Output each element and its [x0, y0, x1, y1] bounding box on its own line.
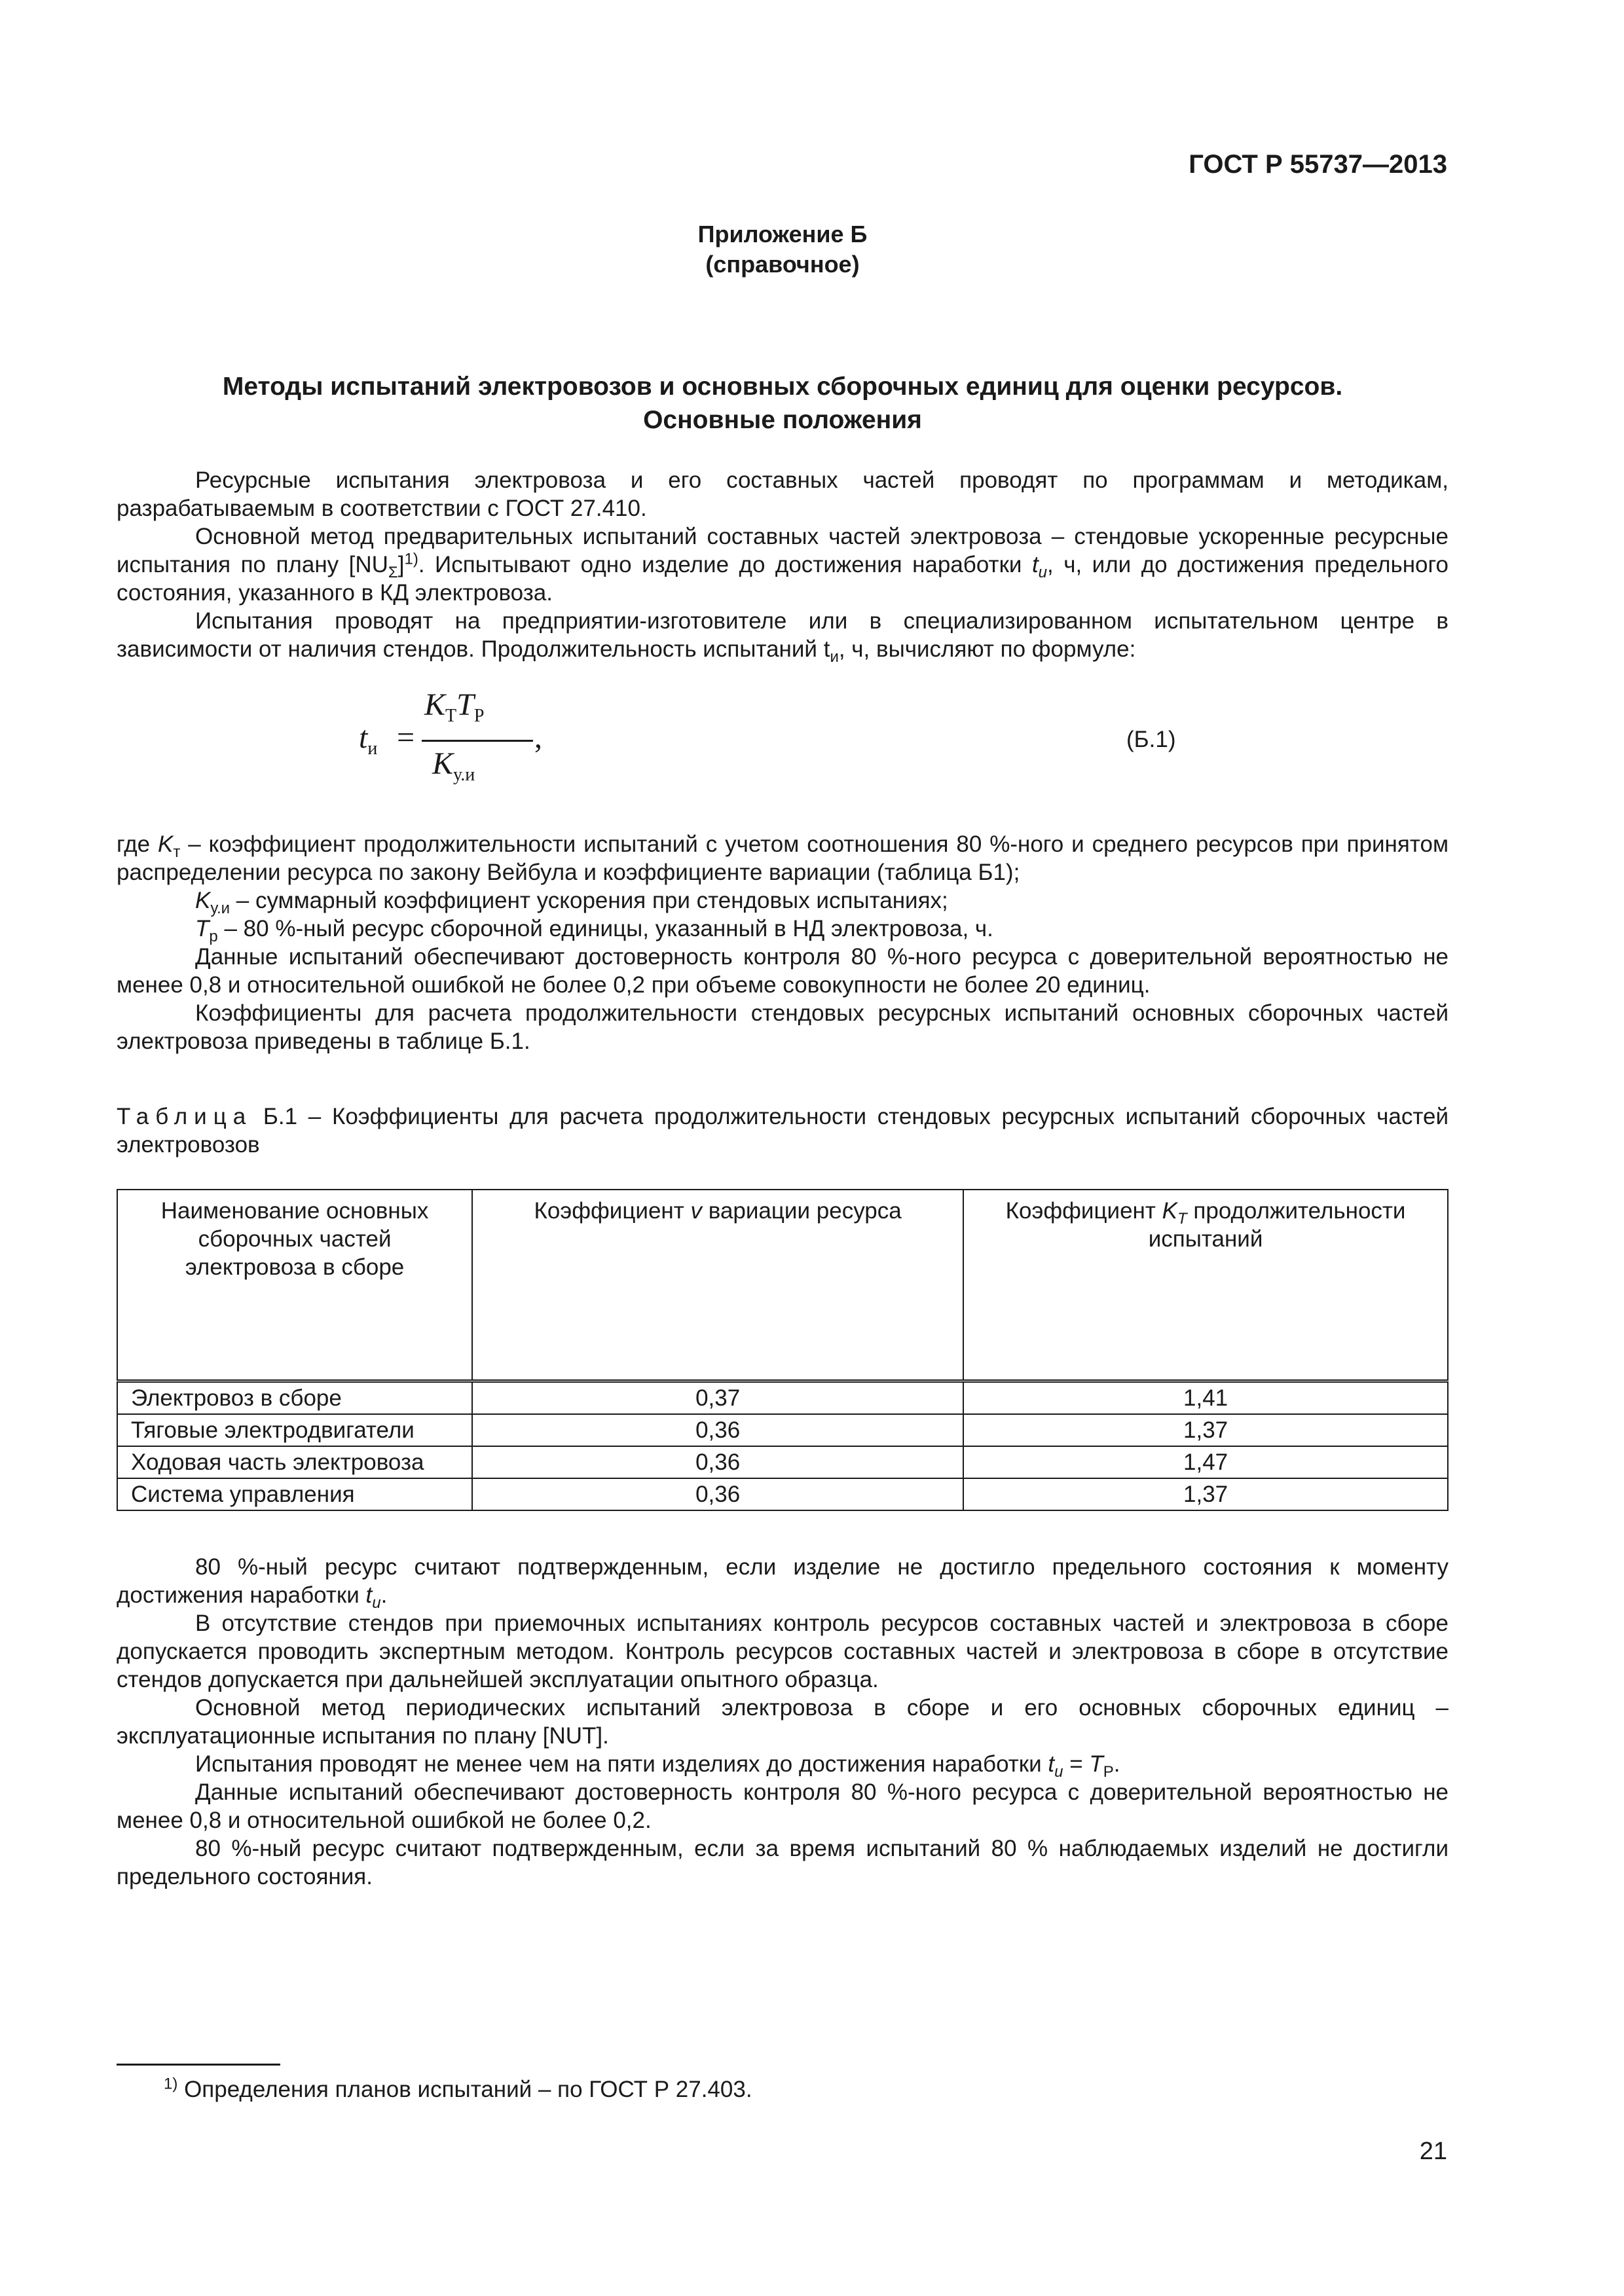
fraction-bar — [422, 740, 533, 742]
where-item-kt: где $K_т$ – коэффициент продолжительности испытаний с учетом соотношения 80 %-ного и среднего ресурсов при принятом распределении ресурса по закону Вейбула и коэффициенте вариации (таблица Б1); — [117, 831, 1449, 885]
table-cell-name: Ходовая часть электровоза — [117, 1446, 472, 1478]
formula-lhs: $t_и$ — [359, 720, 378, 759]
paragraph-9: Испытания проводят не менее чем на пяти изделиях до достижения наработки $t_и = T_P$. — [195, 1751, 1120, 1781]
page-number: 21 — [1419, 2138, 1447, 2165]
paragraph-5: Коэффициенты для расчета продолжительности стендовых ресурсных испытаний основных сборочных частей электровоза приведены в таблице Б.1. — [117, 1000, 1449, 1054]
table-header-duration: Коэффициент $K_T$ продолжительности испытаний — [963, 1190, 1448, 1381]
paragraph-3: Испытания проводят на предприятии-изготовителе или в специализированном испытательном центре в зависимости от наличия стендов. Продолжительность испытаний $t_и$, ч, вычисляют по формуле: — [117, 608, 1449, 666]
table-cell-k: 1,47 — [963, 1446, 1448, 1478]
paragraph-2: Основной метод предварительных испытаний составных частей электровоза – стендовые ускоренные ресурсные испытания по плану $[NU_\Sigma]^{1)}$. Испытывают одно изделие до достижения наработки $t_и$, ч, или до достижения предельного состояния, указанного в КД электровоза. — [117, 524, 1449, 606]
formula-b1: $t_и$ = $K_ТT_Р$ $K_{у.и}$ , — [359, 691, 549, 789]
paragraph-11: 80 %-ный ресурс считают подтвержденным, если за время испытаний 80 % наблюдаемых изделий не достигли предельного состояния. — [117, 1836, 1449, 1889]
table-cell-v: 0,36 — [472, 1478, 963, 1510]
table-cell-name: Электровоз в сборе — [117, 1381, 472, 1415]
section-title — [117, 370, 1449, 437]
formula-numerator: $K_ТT_Р$ — [424, 687, 485, 726]
footnote: $^{1)}$ Определения планов испытаний – по ГОСТ Р 27.403. — [164, 2075, 752, 2102]
table-cell-k: 1,41 — [963, 1381, 1448, 1415]
section-title-line-2: Основные положения — [643, 406, 922, 434]
coefficients-table — [117, 1189, 1449, 1511]
footnote-ref: 1) — [404, 550, 418, 568]
table-row — [117, 1381, 1448, 1415]
where-item-tr: $T_р - 80$ %-ный ресурс сборочной единицы, указанный в НД электровоза, ч. — [195, 916, 993, 945]
formula-explanation — [117, 830, 1449, 1055]
table-cell-k: 1,37 — [963, 1414, 1448, 1446]
paragraph-7: В отсутствие стендов при приемочных испытаниях контроль ресурсов составных частей и электровоза в сборе допускается проводить экспертным методом. Контроль ресурсов составных частей и электровоза в сборе в отсутствие стендов допускается при дальнейшей эксплуатации опытного образца. — [117, 1611, 1449, 1692]
table-header-part-name: Наименование основных сборочных частей электровоза в сборе — [117, 1190, 472, 1381]
appendix-heading — [117, 219, 1449, 280]
table-cell-v: 0,36 — [472, 1446, 963, 1478]
intro-text — [117, 466, 1449, 666]
section-title-line-1: Методы испытаний электровозов и основных сборочных единиц для оценки ресурсов. — [222, 373, 1343, 401]
footnote-separator — [117, 2064, 280, 2066]
table-row — [117, 1446, 1448, 1478]
paragraph-1: Ресурсные испытания электровоза и его составных частей проводят по программам и методикам, разрабатываемым в соответствии с ГОСТ 27.410. — [117, 467, 1449, 521]
appendix-type: (справочное) — [705, 251, 860, 278]
closing-text — [117, 1553, 1449, 1891]
table-cell-v: 0,36 — [472, 1414, 963, 1446]
table-header-variation: Коэффициент v вариации ресурса — [472, 1190, 963, 1381]
table-row — [117, 1414, 1448, 1446]
formula-denominator: $K_{у.и}$ — [432, 746, 475, 785]
paragraph-4: Данные испытаний обеспечивают достоверность контроля 80 %-ного ресурса с доверительной вероятностью не менее 0,8 и относительной ошибкой не более 0,2 при объеме совокупности не более 20 единиц. — [117, 944, 1449, 998]
where-item-kui: $K_{у.и}$ – суммарный коэффициент ускорения при стендовых испытаниях; — [195, 888, 948, 917]
document-code: ГОСТ Р 55737—2013 — [1189, 150, 1447, 179]
formula-equals: = — [397, 720, 415, 755]
paragraph-6: 80 %-ный ресурс считают подтвержденным, если изделие не достигло предельного состояния к моменту достижения наработки $t_и$. — [117, 1554, 1449, 1612]
table-cell-k: 1,37 — [963, 1478, 1448, 1510]
table-cell-v: 0,37 — [472, 1381, 963, 1415]
table-row — [117, 1478, 1448, 1510]
paragraph-8: Основной метод периодических испытаний электровоза в сборе и его основных сборочных единиц – эксплуатационные испытания по плану [NUT]. — [117, 1695, 1449, 1749]
formula-number: (Б.1) — [1126, 727, 1176, 752]
appendix-label: Приложение Б — [697, 221, 868, 247]
paragraph-10: Данные испытаний обеспечивают достоверность контроля 80 %-ного ресурса с доверительной вероятностью не менее 0,8 и относительной ошибкой не более 0,2. — [117, 1779, 1449, 1833]
footnote-mark: 1) — [164, 2075, 178, 2093]
table-cell-name: Тяговые электродвигатели — [117, 1414, 472, 1446]
table-caption: Таблица Б.1 – Коэффициенты для расчета продолжительности стендовых ресурсных испытаний сборочных частей электровозов — [117, 1104, 1449, 1157]
table-cell-name: Система управления — [117, 1478, 472, 1510]
